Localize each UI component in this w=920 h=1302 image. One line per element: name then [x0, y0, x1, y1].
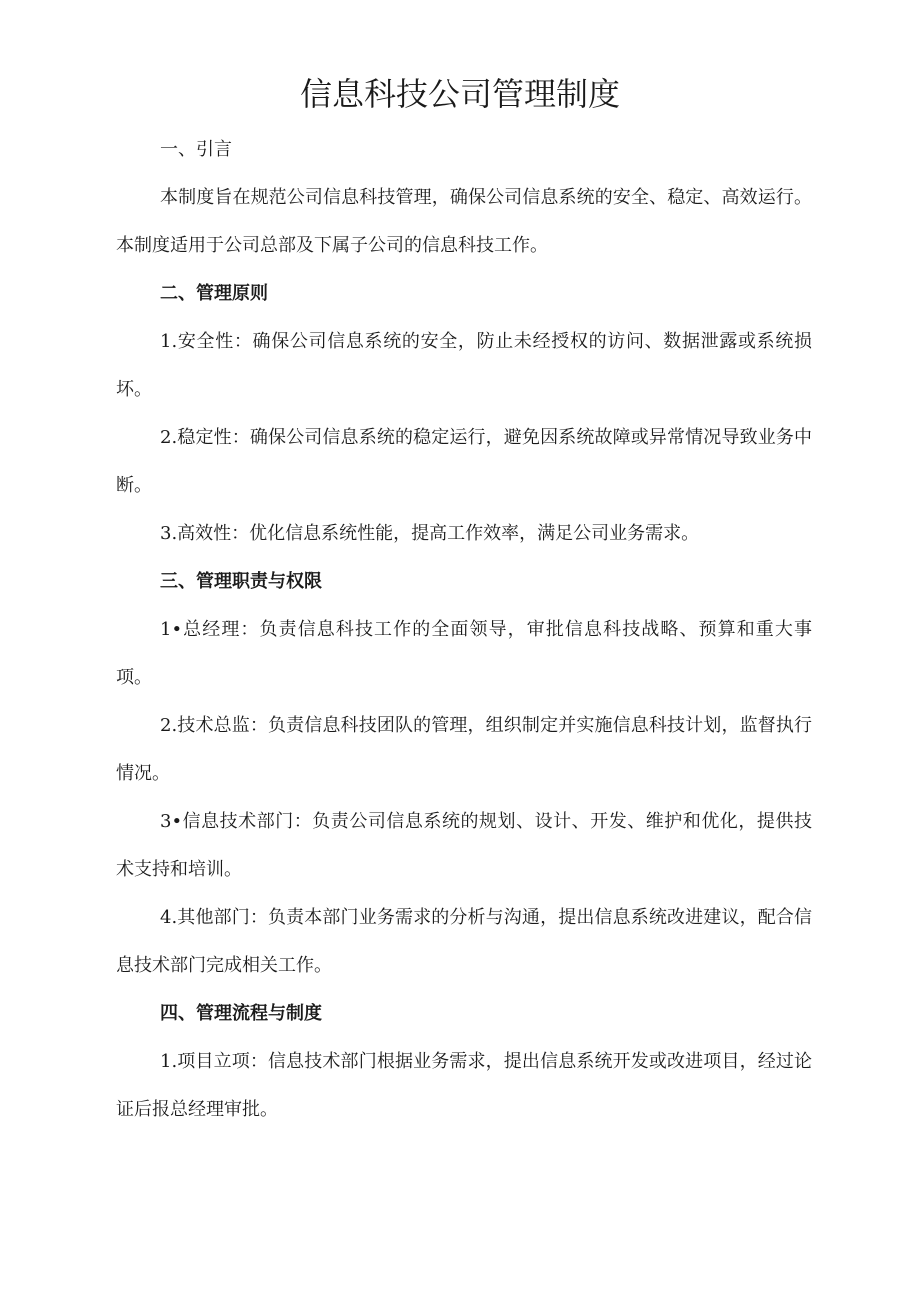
- paragraph: 1•总经理：负责信息科技工作的全面领导，审批信息科技战略、预算和重大事项。: [116, 619, 812, 688]
- paragraph: 3.高效性：优化信息系统性能，提高工作效率，满足公司业务需求。: [160, 523, 700, 544]
- section-heading: 二、管理原则: [160, 283, 268, 304]
- section-process: [116, 990, 812, 1134]
- section-principles: [116, 270, 812, 558]
- document-title: 信息科技公司管理制度: [299, 75, 620, 113]
- paragraph: 2.稳定性：确保公司信息系统的稳定运行，避免因系统故障或异常情况导致业务中断。: [116, 427, 812, 496]
- document-body: [116, 126, 812, 1134]
- section-introduction: [116, 126, 812, 270]
- section-responsibilities: [116, 558, 812, 990]
- paragraph: 2.技术总监：负责信息科技团队的管理，组织制定并实施信息科技计划，监督执行情况。: [116, 715, 812, 784]
- paragraph: 1.项目立项：信息技术部门根据业务需求，提出信息系统开发或改进项目，经过论证后报总经理审批。: [116, 1051, 812, 1120]
- section-heading: 一、引言: [160, 139, 232, 160]
- paragraph: 3•信息技术部门：负责公司信息系统的规划、设计、开发、维护和优化，提供技术支持和培训。: [116, 811, 812, 880]
- paragraph: 4.其他部门：负责本部门业务需求的分析与沟通，提出信息系统改进建议，配合信息技术部门完成相关工作。: [116, 907, 812, 976]
- section-heading: 三、管理职责与权限: [160, 571, 322, 592]
- section-heading: 四、管理流程与制度: [160, 1003, 322, 1024]
- paragraph: 本制度旨在规范公司信息科技管理，确保公司信息系统的安全、稳定、高效运行。本制度适用于公司总部及下属子公司的信息科技工作。: [116, 187, 812, 256]
- paragraph: 1.安全性：确保公司信息系统的安全，防止未经授权的访问、数据泄露或系统损坏。: [116, 331, 812, 400]
